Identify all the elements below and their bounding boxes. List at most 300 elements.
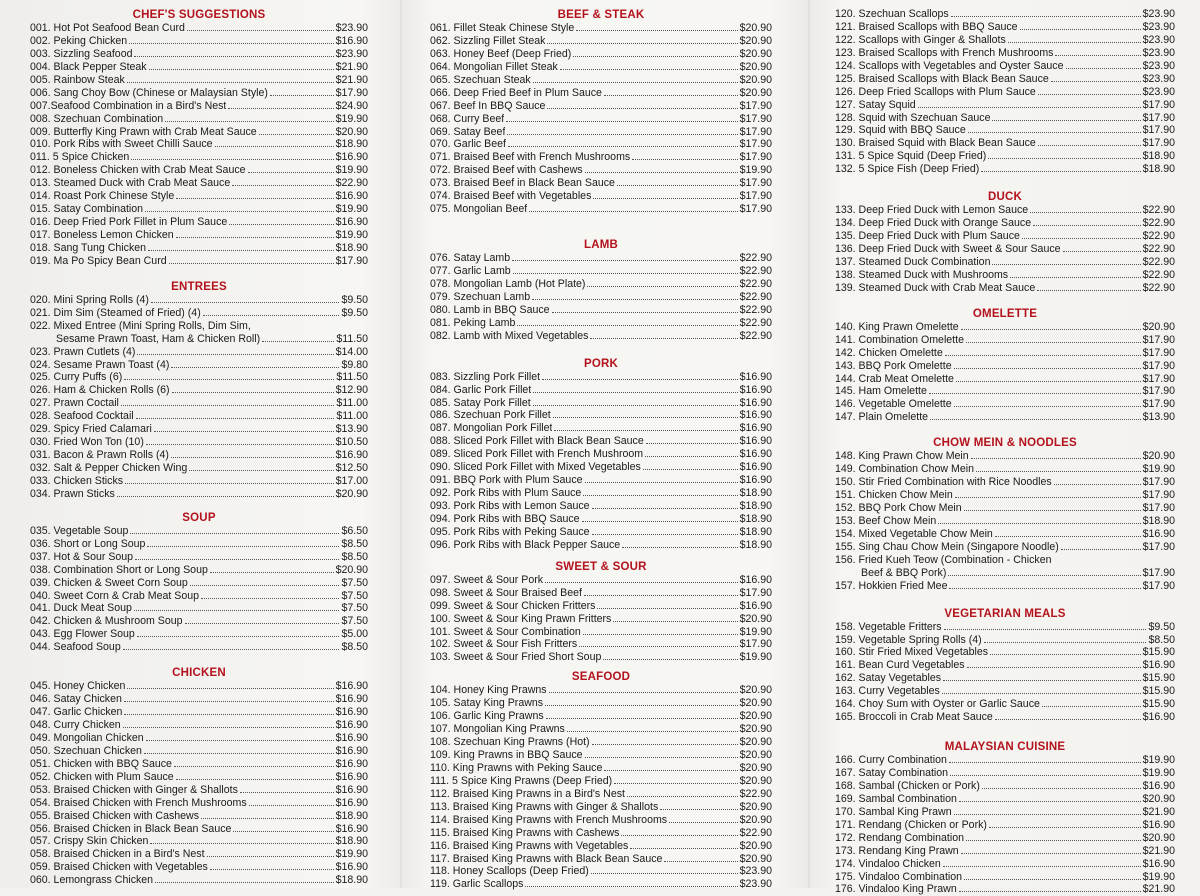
dot-leader: [956, 373, 1141, 382]
item-name: 015. Satay Combination: [30, 203, 144, 216]
item-price: $18.90: [739, 525, 772, 538]
dot-leader: [554, 422, 737, 431]
item-name: 155. Sing Chau Chow Mein (Singapore Noodle): [835, 540, 1059, 553]
item-price: $20.90: [335, 563, 368, 576]
menu-item: [430, 853, 772, 866]
fold-line: [400, 0, 402, 888]
item-price: $22.90: [1142, 255, 1175, 268]
dot-leader: [151, 294, 340, 303]
item-name: 046. Satay Chicken: [30, 693, 122, 706]
menu-section: [835, 190, 1175, 295]
menu-item: [30, 216, 368, 229]
menu-section: [835, 307, 1175, 425]
dot-leader: [1020, 21, 1141, 30]
item-name: 029. Spicy Fried Calamari: [30, 423, 152, 436]
menu-item: [430, 574, 772, 587]
menu-section: [430, 8, 772, 216]
item-name: 103. Sweet & Sour Fried Short Soup: [430, 651, 602, 664]
menu-section: [430, 560, 772, 665]
menu-item: [30, 628, 368, 641]
item-price: $9.50: [341, 293, 368, 306]
dot-leader: [961, 321, 1141, 330]
item-price: $9.50: [1148, 620, 1175, 633]
item-name: 169. Sambal Combination: [835, 792, 957, 805]
item-name: 174. Vindaloo Chicken: [835, 857, 941, 870]
menu-item: [30, 525, 368, 538]
item-name: 060. Lemongrass Chicken: [30, 874, 154, 887]
item-price: $23.90: [335, 22, 368, 34]
item-price: $16.90: [739, 599, 772, 612]
dot-leader: [144, 745, 334, 754]
item-name: 098. Sweet & Sour Braised Beef: [430, 586, 582, 599]
dot-leader: [597, 600, 737, 609]
dot-leader: [1033, 217, 1141, 226]
item-name: 112. Braised King Prawns in a Bird's Nest: [430, 787, 625, 800]
item-price: $23.90: [739, 878, 772, 891]
menu-item: [835, 634, 1175, 647]
menu-item: [835, 99, 1175, 112]
item-price: $17.90: [1142, 137, 1175, 150]
dot-leader: [1055, 47, 1140, 56]
menu-section: [430, 238, 772, 343]
dot-leader: [967, 659, 1141, 668]
menu-item: [430, 397, 772, 410]
dot-leader: [187, 22, 334, 31]
item-price: $22.90: [1142, 230, 1175, 243]
dot-leader: [622, 539, 737, 548]
item-name: 022. Mixed Entree (Mini Spring Rolls, Dim Sim,: [30, 319, 251, 332]
dot-leader: [233, 823, 333, 832]
item-price: $22.90: [739, 303, 772, 316]
dot-leader: [131, 151, 333, 160]
item-price: $16.90: [739, 448, 772, 461]
item-name: 093. Pork Ribs with Lemon Sauce: [430, 500, 590, 512]
dot-leader: [513, 265, 738, 274]
item-name: 045. Honey Chicken: [30, 680, 126, 693]
dot-leader: [954, 398, 1141, 407]
menu-item: [30, 177, 368, 190]
menu-item: [430, 801, 772, 814]
menu-item: [30, 719, 368, 732]
item-price: $23.90: [335, 47, 368, 60]
menu-item: [835, 832, 1175, 845]
dot-leader: [604, 87, 738, 96]
menu-item: [30, 538, 368, 551]
menu-item: [30, 758, 368, 771]
menu-item: [30, 346, 368, 359]
dot-leader: [228, 100, 333, 109]
menu-item: [430, 638, 772, 651]
item-price: $22.90: [335, 177, 368, 190]
item-price: $20.90: [739, 723, 772, 736]
dot-leader: [1030, 204, 1140, 213]
item-name: 018. Sang Tung Chicken: [30, 241, 147, 254]
dot-leader: [981, 163, 1140, 172]
item-name: 140. King Prawn Omelette: [835, 320, 959, 333]
item-price: $17.90: [1142, 540, 1175, 553]
item-name: 024. Sesame Prawn Toast (4): [30, 358, 170, 371]
menu-item: [30, 823, 368, 836]
menu-item: [430, 304, 772, 317]
item-name: 145. Ham Omelette: [835, 385, 927, 398]
item-name: 026. Ham & Chicken Rolls (6): [30, 384, 170, 397]
dot-leader: [949, 754, 1141, 763]
item-name: Sesame Prawn Toast, Ham & Chicken Roll): [56, 332, 261, 345]
dot-leader: [146, 436, 334, 445]
item-name: 147. Plain Omelette: [835, 411, 929, 424]
dot-leader: [155, 874, 334, 883]
menu-item: [430, 61, 772, 74]
item-name: 158. Vegetable Fritters: [835, 620, 942, 633]
item-name: 122. Scallops with Ginger & Shallots: [835, 33, 1006, 46]
menu-item: [835, 112, 1175, 125]
item-price: $22.90: [739, 329, 772, 342]
item-price: $21.90: [1142, 805, 1175, 818]
menu-item: [430, 48, 772, 61]
menu-item: [30, 371, 368, 384]
item-name: 058. Braised Chicken in a Bird's Nest: [30, 848, 205, 861]
menu-item: [835, 450, 1175, 463]
item-name: 075. Mongolian Beef: [430, 203, 528, 216]
item-price: $18.90: [1142, 163, 1175, 176]
item-name: 038. Combination Short or Long Soup: [30, 563, 208, 576]
dot-leader: [533, 74, 738, 83]
menu-item: [30, 74, 368, 87]
item-name: 132. 5 Spice Fish (Deep Fried): [835, 163, 980, 176]
dot-leader: [171, 449, 334, 458]
item-price: $16.90: [335, 719, 368, 731]
item-name: 081. Peking Lamb: [430, 316, 516, 329]
item-price: $17.00: [335, 474, 368, 487]
item-name: 019. Ma Po Spicy Bean Curd: [30, 254, 167, 267]
item-name: 165. Broccoli in Crab Meat Sauce: [835, 711, 993, 724]
menu-item: [835, 580, 1175, 593]
dot-leader: [262, 333, 334, 342]
item-name: 055. Braised Chicken with Cashews: [30, 809, 199, 822]
menu-item: [430, 587, 772, 600]
item-price: $21.90: [1142, 883, 1175, 896]
item-name: 006. Sang Choy Bow (Chinese or Malaysian Style): [30, 86, 268, 99]
item-name: 041. Duck Meat Soup: [30, 602, 132, 615]
item-price: $16.90: [335, 706, 368, 719]
menu-item: [30, 797, 368, 810]
item-name: 173. Rendang King Prawn: [835, 844, 959, 857]
item-name: 089. Sliced Pork Fillet with French Mushroom: [430, 448, 644, 461]
menu-item: [30, 602, 368, 615]
item-name: 167. Satay Combination: [835, 767, 949, 779]
item-price: $16.90: [1142, 779, 1175, 792]
item-name: 002. Peking Chicken: [30, 34, 128, 47]
dot-leader: [130, 525, 339, 534]
item-price: $8.50: [341, 641, 368, 654]
item-name: 090. Sliced Pork Fillet with Mixed Vegetables: [430, 461, 641, 474]
item-name: 115. Braised King Prawns with Cashews: [430, 826, 620, 839]
menu-item: [30, 113, 368, 126]
dot-leader: [948, 567, 1140, 576]
item-name: 003. Sizzling Seafood: [30, 47, 133, 60]
menu-item: [430, 697, 772, 710]
menu-item: [30, 745, 368, 758]
menu-item: [30, 242, 368, 255]
dot-leader: [1022, 230, 1141, 239]
dot-leader: [135, 551, 339, 560]
menu-item: [835, 871, 1175, 884]
dot-leader: [1066, 60, 1141, 69]
item-price: $15.90: [1142, 646, 1175, 659]
dot-leader: [248, 164, 334, 173]
item-name: 164. Choy Sum with Oyster or Garlic Sauce: [835, 698, 1040, 711]
item-price: $22.90: [739, 316, 772, 329]
menu-item: [430, 526, 772, 539]
item-price: $18.90: [335, 874, 368, 887]
menu-item: [430, 788, 772, 801]
dot-leader: [954, 360, 1141, 369]
dot-leader: [542, 371, 737, 380]
dot-leader: [176, 190, 333, 199]
item-name: 142. Chicken Omelette: [835, 346, 943, 359]
item-price: $22.90: [739, 290, 772, 303]
item-name: 156. Fried Kueh Teow (Combination - Chicken: [835, 553, 1052, 566]
item-price: $16.90: [335, 757, 368, 770]
item-price: $10.50: [335, 436, 368, 449]
item-name: 065. Szechuan Steak: [430, 73, 531, 86]
item-name: 152. BBQ Pork Chow Mein: [835, 502, 962, 514]
item-name: 092. Pork Ribs with Plum Sauce: [430, 487, 582, 500]
item-price: $20.90: [739, 86, 772, 99]
dot-leader: [125, 475, 334, 484]
dot-leader: [660, 801, 737, 810]
section-title: SOUP: [182, 511, 216, 524]
section-title: MALAYSIAN CUISINE: [944, 741, 1066, 754]
item-name: 061. Fillet Steak Chinese Style: [430, 22, 575, 34]
menu-item: [430, 177, 772, 190]
item-price: $16.90: [739, 474, 772, 487]
item-name: 170. Sambal King Prawn: [835, 805, 952, 818]
item-name: 070. Garlic Beef: [430, 138, 506, 151]
menu-item: [30, 87, 368, 100]
item-price: $23.90: [1142, 33, 1175, 46]
dot-leader: [990, 646, 1140, 655]
dot-leader: [585, 474, 738, 483]
item-price: $19.90: [335, 229, 368, 241]
dot-leader: [185, 615, 340, 624]
dot-leader: [136, 410, 335, 419]
item-price: $17.90: [739, 112, 772, 125]
item-name: 047. Garlic Chicken: [30, 706, 123, 719]
item-price: $16.90: [335, 783, 368, 796]
menu-item: [835, 21, 1175, 34]
item-name: 125. Braised Scallops with Black Bean Sauce: [835, 72, 1049, 85]
dot-leader: [560, 61, 738, 70]
item-price: $17.90: [739, 586, 772, 599]
item-price: $17.90: [739, 151, 772, 164]
item-price: $18.90: [739, 487, 772, 500]
item-price: $20.90: [739, 22, 772, 34]
item-name: 054. Braised Chicken with French Mushrooms: [30, 796, 247, 809]
item-price: $23.90: [1142, 8, 1175, 20]
item-price: $16.90: [1142, 818, 1175, 831]
item-price: $16.90: [1142, 527, 1175, 540]
item-price: $7.50: [341, 615, 368, 628]
item-name: 119. Garlic Scallops: [430, 878, 524, 891]
dot-leader: [961, 845, 1141, 854]
menu-item: [835, 217, 1175, 230]
menu-item: [30, 835, 368, 848]
menu-item: [30, 706, 368, 719]
item-price: $20.90: [739, 761, 772, 774]
item-price: $23.90: [1142, 72, 1175, 85]
item-price: $22.90: [739, 787, 772, 800]
dot-leader: [545, 574, 738, 583]
menu-item: [30, 732, 368, 745]
menu-item: [430, 317, 772, 330]
item-name: 128. Squid with Szechuan Sauce: [835, 111, 991, 124]
item-price: $17.90: [739, 203, 772, 216]
menu-item: [835, 685, 1175, 698]
item-name: 008. Szechuan Combination: [30, 112, 164, 125]
item-name: 139. Steamed Duck with Crab Meat Sauce: [835, 281, 1036, 294]
item-name: 064. Mongolian Fillet Steak: [430, 60, 558, 73]
item-price: $16.90: [739, 573, 772, 586]
menu-item: [430, 151, 772, 164]
item-price: $16.90: [335, 449, 368, 462]
menu-item: [430, 539, 772, 552]
dot-leader: [592, 500, 738, 509]
item-price: $11.00: [336, 397, 368, 410]
item-name: 162. Satay Vegetables: [835, 672, 942, 685]
dot-leader: [165, 113, 333, 122]
item-name: 088. Sliced Pork Fillet with Black Bean Sauce: [430, 435, 644, 448]
dot-leader: [134, 602, 340, 611]
item-name: 087. Mongolian Pork Fillet: [430, 422, 553, 435]
section-title: SEAFOOD: [571, 671, 631, 684]
dot-leader: [992, 256, 1140, 265]
dot-leader: [1051, 73, 1141, 82]
dot-leader: [545, 697, 738, 706]
menu-item: [430, 371, 772, 384]
menu-item: [430, 190, 772, 203]
dot-leader: [169, 255, 334, 264]
item-name: 107. Mongolian King Prawns: [430, 723, 565, 736]
item-name: 137. Steamed Duck Combination: [835, 255, 991, 268]
dot-leader: [134, 48, 333, 57]
menu-item: [835, 698, 1175, 711]
menu-section: [30, 511, 368, 654]
dot-leader: [259, 126, 334, 135]
item-name: 176. Vindaloo King Prawn: [835, 883, 957, 896]
menu-item: [430, 827, 772, 840]
item-price: $22.90: [1142, 243, 1175, 255]
dot-leader: [567, 723, 738, 732]
menu-item: [430, 87, 772, 100]
menu-item: [835, 476, 1175, 489]
section-title: SWEET & SOUR: [555, 560, 647, 573]
menu-item: [430, 35, 772, 48]
menu-item: [835, 754, 1175, 767]
item-name: 031. Bacon & Prawn Rolls (4): [30, 449, 169, 462]
item-name: 153. Beef Chow Mein: [835, 514, 937, 527]
dot-leader: [984, 634, 1147, 643]
dot-leader: [966, 334, 1141, 343]
item-price: $16.90: [739, 409, 772, 422]
item-name: 134. Deep Fried Duck with Orange Sauce: [835, 217, 1032, 230]
item-name: 160. Stir Fried Mixed Vegetables: [835, 646, 989, 659]
dot-leader: [176, 771, 334, 780]
item-price: $16.90: [335, 151, 368, 164]
item-price: $7.50: [341, 602, 368, 615]
item-price: $17.90: [739, 638, 772, 651]
item-price: $18.90: [335, 138, 368, 151]
dot-leader: [582, 513, 738, 522]
menu-item: [30, 590, 368, 603]
item-price: $16.90: [335, 190, 368, 203]
item-name: 025. Curry Puffs (6): [30, 371, 123, 384]
menu-section: [835, 740, 1175, 896]
menu-item: [835, 806, 1175, 819]
menu-item: [430, 74, 772, 87]
dot-leader: [971, 450, 1141, 459]
item-price: $21.90: [335, 73, 368, 86]
menu-item: [30, 615, 368, 628]
menu-item: [30, 784, 368, 797]
dot-leader: [1063, 243, 1141, 252]
section-title: DUCK: [987, 191, 1023, 204]
dot-leader: [210, 861, 334, 870]
dot-leader: [592, 736, 738, 745]
item-price: $17.90: [335, 86, 368, 99]
dot-leader: [270, 87, 334, 96]
item-price: $21.90: [335, 60, 368, 73]
menu-item: [30, 307, 368, 320]
menu-item: [835, 767, 1175, 780]
dot-leader: [150, 835, 333, 844]
dot-leader: [1038, 137, 1141, 146]
dot-leader: [944, 621, 1147, 630]
item-price: $20.90: [739, 813, 772, 826]
menu-item: [835, 463, 1175, 476]
item-price: $17.90: [1142, 359, 1175, 372]
item-price: $20.90: [739, 34, 772, 47]
menu-item: [430, 409, 772, 422]
item-name: 044. Seafood Soup: [30, 641, 121, 654]
menu-item: [430, 422, 772, 435]
item-price: $24.90: [335, 99, 368, 112]
menu-item: [835, 411, 1175, 424]
menu-item: [835, 528, 1175, 541]
dot-leader: [174, 758, 334, 767]
menu-item: [835, 883, 1175, 896]
menu-item: [835, 646, 1175, 659]
menu-item: [30, 551, 368, 564]
item-price: $13.90: [1142, 411, 1175, 424]
dot-leader: [176, 229, 334, 238]
dot-leader: [943, 858, 1141, 867]
menu-item: [430, 164, 772, 177]
item-name: 161. Bean Curd Vegetables: [835, 659, 965, 672]
menu-item: [835, 554, 1175, 567]
item-price: $18.90: [1142, 150, 1175, 163]
item-name: 012. Boneless Chicken with Crab Meat Sauce: [30, 164, 246, 177]
item-price: $20.90: [1142, 792, 1175, 805]
dot-leader: [603, 651, 737, 660]
dot-leader: [988, 150, 1140, 159]
item-price: $18.90: [739, 512, 772, 525]
item-name: 083. Sizzling Pork Fillet: [430, 370, 541, 383]
dot-leader: [529, 203, 737, 212]
menu-item: [835, 398, 1175, 411]
item-price: $16.90: [739, 370, 772, 383]
dot-leader: [590, 330, 737, 339]
